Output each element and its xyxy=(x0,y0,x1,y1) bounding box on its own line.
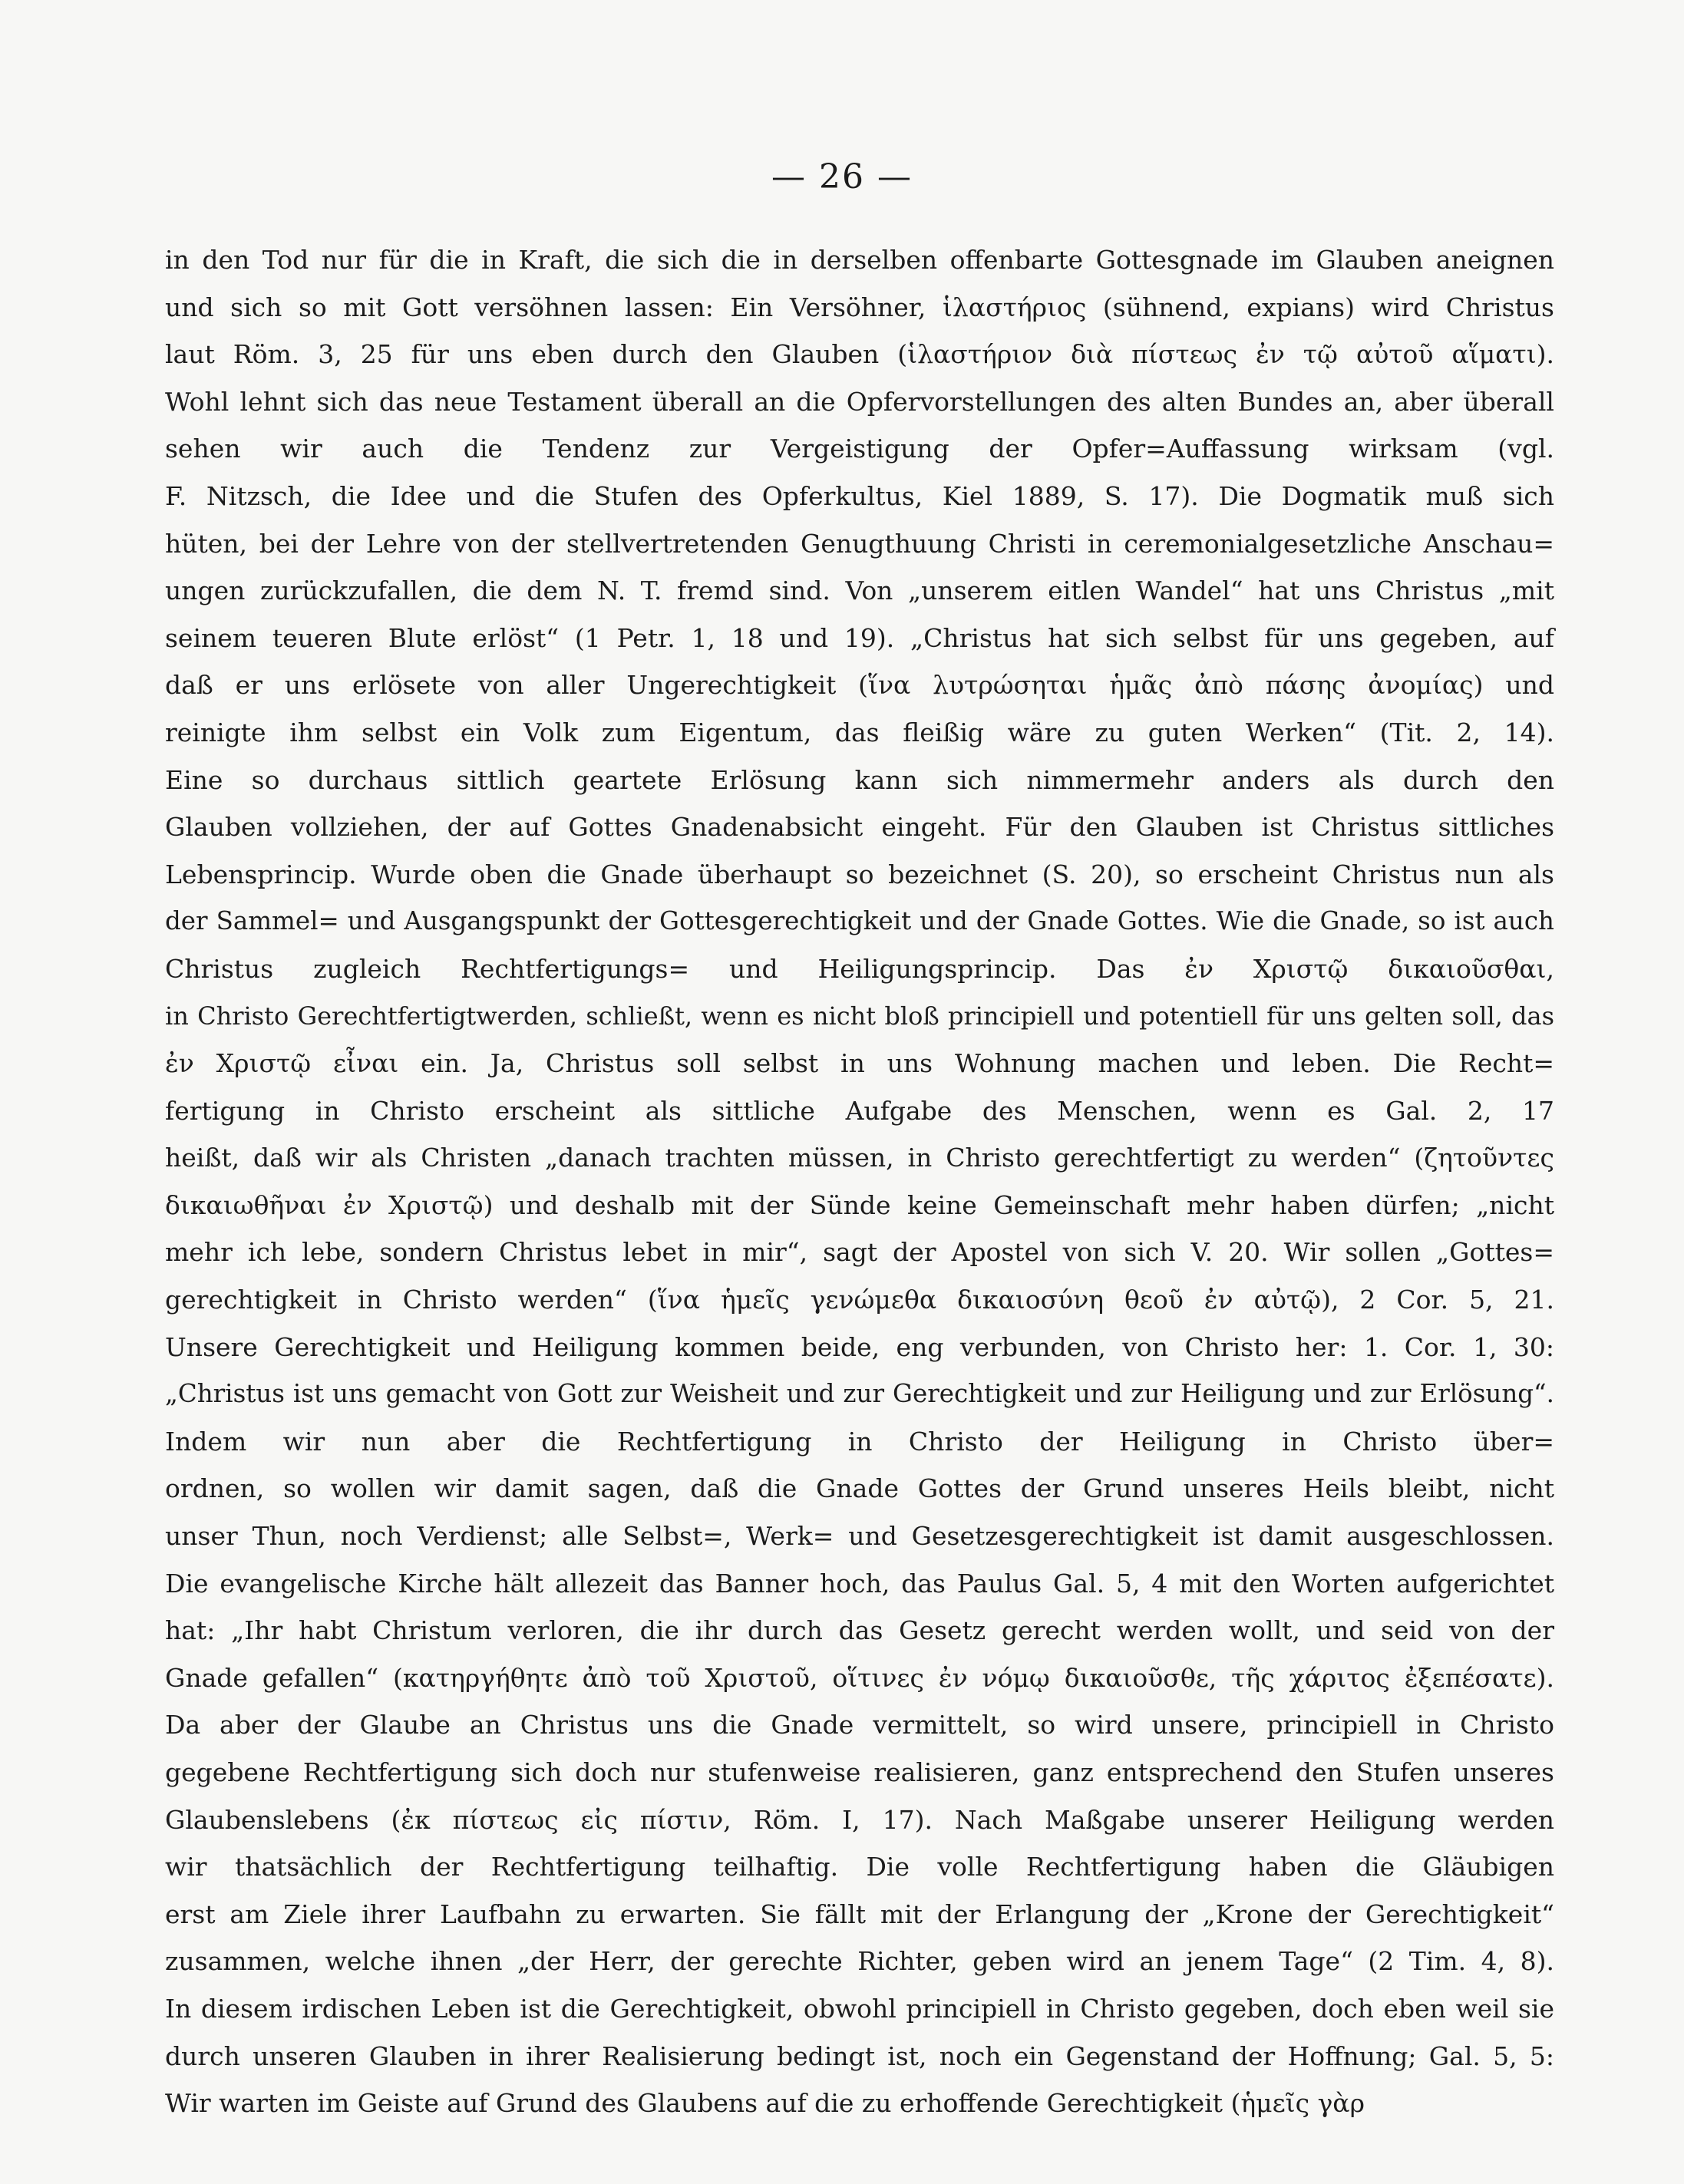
text-line: erst am Ziele ihrer Laufbahn zu erwarten. Sie fällt mit der Erlangung der „Krone der Gerechtigkeit“ xyxy=(165,1899,1554,1929)
text-line: Lebensprincip. Wurde oben die Gnade überhaupt so bezeichnet (S. 20), so erscheint Christus nun als xyxy=(165,859,1554,889)
text-line: in den Tod nur für die in Kraft, die sich die in derselben offenbarte Gottesgnade im Glauben aneignen xyxy=(165,245,1554,275)
text-line: Da aber der Glaube an Christus uns die Gnade vermittelt, so wird unsere, principiell in Christo xyxy=(165,1710,1554,1740)
text-line: unser Thun, noch Verdienst; alle Selbst=, Werk= und Gesetzesgerechtigkeit ist damit ausgeschlossen. xyxy=(165,1521,1554,1552)
text-line: sehen wir auch die Tendenz zur Vergeistigung der Opfer=Auffassung wirksam (vgl. xyxy=(165,434,1554,464)
text-line: seinem teueren Blute erlöst“ (1 Petr. 1, 18 und 19). „Christus hat sich selbst für uns gegeben, auf xyxy=(165,622,1554,653)
text-line: „Christus ist uns gemacht von Gott zur Weisheit und zur Gerechtigkeit und zur Heiligung und zur Erlösung“. xyxy=(165,1379,1554,1409)
text-line: und sich so mit Gott versöhnen lassen: Ein Versöhner, ἱλαστήριος (sühnend, expians) wird Christus xyxy=(165,292,1554,322)
text-line: zusammen, welche ihnen „der Herr, der gerechte Richter, geben wird an jenem Tage“ (2 Tim. 4, 8). xyxy=(165,1946,1554,1977)
text-line: fertigung in Christo erscheint als sittliche Aufgabe des Menschen, wenn es Gal. 2, 17 xyxy=(165,1095,1554,1126)
text-line: Glaubenslebens (ἐκ πίστεως εἰς πίστιν, Röm. I, 17). Nach Maßgabe unserer Heiligung werden xyxy=(165,1804,1554,1835)
text-line: Eine so durchaus sittlich geartete Erlösung kann sich nimmermehr anders als durch den xyxy=(165,764,1554,795)
text-line: hat: „Ihr habt Christum verloren, die ihr durch das Gesetz gerecht werden wollt, und seid von der xyxy=(165,1615,1554,1646)
page-number: — 26 — xyxy=(771,157,913,196)
text-line: hüten, bei der Lehre von der stellvertretenden Genugthuung Christi in ceremonialgesetzliche Anschau= xyxy=(165,528,1554,559)
text-line: ordnen, so wollen wir damit sagen, daß die Gnade Gottes der Grund unseres Heils bleibt, nicht xyxy=(165,1473,1554,1504)
text-line: Indem wir nun aber die Rechtfertigung in Christo der Heiligung in Christo über= xyxy=(165,1426,1554,1457)
text-line: δικαιωθῆναι ἐν Χριστῷ) und deshalb mit der Sünde keine Gemeinschaft mehr haben dürfen; „nicht xyxy=(165,1189,1554,1220)
text-line: gegebene Rechtfertigung sich doch nur stufenweise realisieren, ganz entsprechend den Stufen unseres xyxy=(165,1757,1554,1787)
text-line: daß er uns erlösete von aller Ungerechtigkeit (ἵνα λυτρώσηται ἡμᾶς ἀπὸ πάσης ἀνομίας) und xyxy=(165,670,1554,701)
text-line: F. Nitzsch, die Idee und die Stufen des Opferkultus, Kiel 1889, S. 17). Die Dogmatik muß sich xyxy=(165,480,1554,511)
text-line: der Sammel= und Ausgangspunkt der Gottesgerechtigkeit und der Gnade Gottes. Wie die Gnade, so ist auch xyxy=(165,906,1554,936)
text-line: Wir warten im Geiste auf Grund des Glaubens auf die zu erhoffende Gerechtigkeit (ἡμεῖς γὰρ xyxy=(165,2088,1365,2119)
text-line: mehr ich lebe, sondern Christus lebet in mir“, sagt der Apostel von sich V. 20. Wir sollen „Gottes= xyxy=(165,1237,1554,1268)
text-line: reinigte ihm selbst ein Volk zum Eigentum, das fleißig wäre zu guten Werken“ (Tit. 2, 14). xyxy=(165,717,1554,747)
text-line: Die evangelische Kirche hält allezeit das Banner hoch, das Paulus Gal. 5, 4 mit den Worten aufgerichtet xyxy=(165,1568,1554,1598)
text-line: ungen zurückzufallen, die dem N. T. fremd sind. Von „unserem eitlen Wandel“ hat uns Christus „mit xyxy=(165,576,1554,606)
text-line: Glauben vollziehen, der auf Gottes Gnadenabsicht eingeht. Für den Glauben ist Christus sittliches xyxy=(165,812,1554,843)
text-line: gerechtigkeit in Christo werden“ (ἵνα ἡμεῖς γενώμεθα δικαιοσύνη θεοῦ ἐν αὐτῷ), 2 Cor. 5, 21. xyxy=(165,1285,1554,1315)
text-line: in Christo Gerechtfertigtwerden, schließt, wenn es nicht bloß principiell und potentiell für uns gelten soll, das xyxy=(165,1001,1554,1031)
text-line: Gnade gefallen“ (κατηργήθητε ἀπὸ τοῦ Χριστοῦ, οἵτινες ἐν νόμῳ δικαιοῦσθε, τῆς χάριτος ἐξεπέσατε). xyxy=(165,1662,1554,1693)
text-line: heißt, daß wir als Christen „danach trachten müssen, in Christo gerechtfertigt zu werden“ (ζητοῦντες xyxy=(165,1143,1554,1173)
text-line: In diesem irdischen Leben ist die Gerechtigkeit, obwohl principiell in Christo gegeben, doch eben weil sie xyxy=(165,1993,1554,2024)
text-line: ἐν Χριστῷ εἶναι ein. Ja, Christus soll selbst in uns Wohnung machen und leben. Die Recht= xyxy=(165,1048,1554,1079)
text-line: Unsere Gerechtigkeit und Heiligung kommen beide, eng verbunden, von Christo her: 1. Cor. 1, 30: xyxy=(165,1331,1554,1362)
text-line: laut Röm. 3, 25 für uns eben durch den Glauben (ἱλαστήριον διὰ πίστεως ἐν τῷ αὐτοῦ αἵματι). xyxy=(165,339,1554,370)
text-line: durch unseren Glauben in ihrer Realisierung bedingt ist, noch ein Gegenstand der Hoffnung; Gal. 5, 5: xyxy=(165,2040,1554,2071)
text-line: Wohl lehnt sich das neue Testament überall an die Opfervorstellungen des alten Bundes an, aber überall xyxy=(165,386,1554,417)
text-line: wir thatsächlich der Rechtfertigung teilhaftig. Die volle Rechtfertigung haben die Gläubigen xyxy=(165,1852,1554,1882)
body-text xyxy=(165,236,1554,2127)
text-line: Christus zugleich Rechtfertigungs= und Heiligungsprincip. Das ἐν Χριστῷ δικαιοῦσθαι, xyxy=(165,953,1554,984)
